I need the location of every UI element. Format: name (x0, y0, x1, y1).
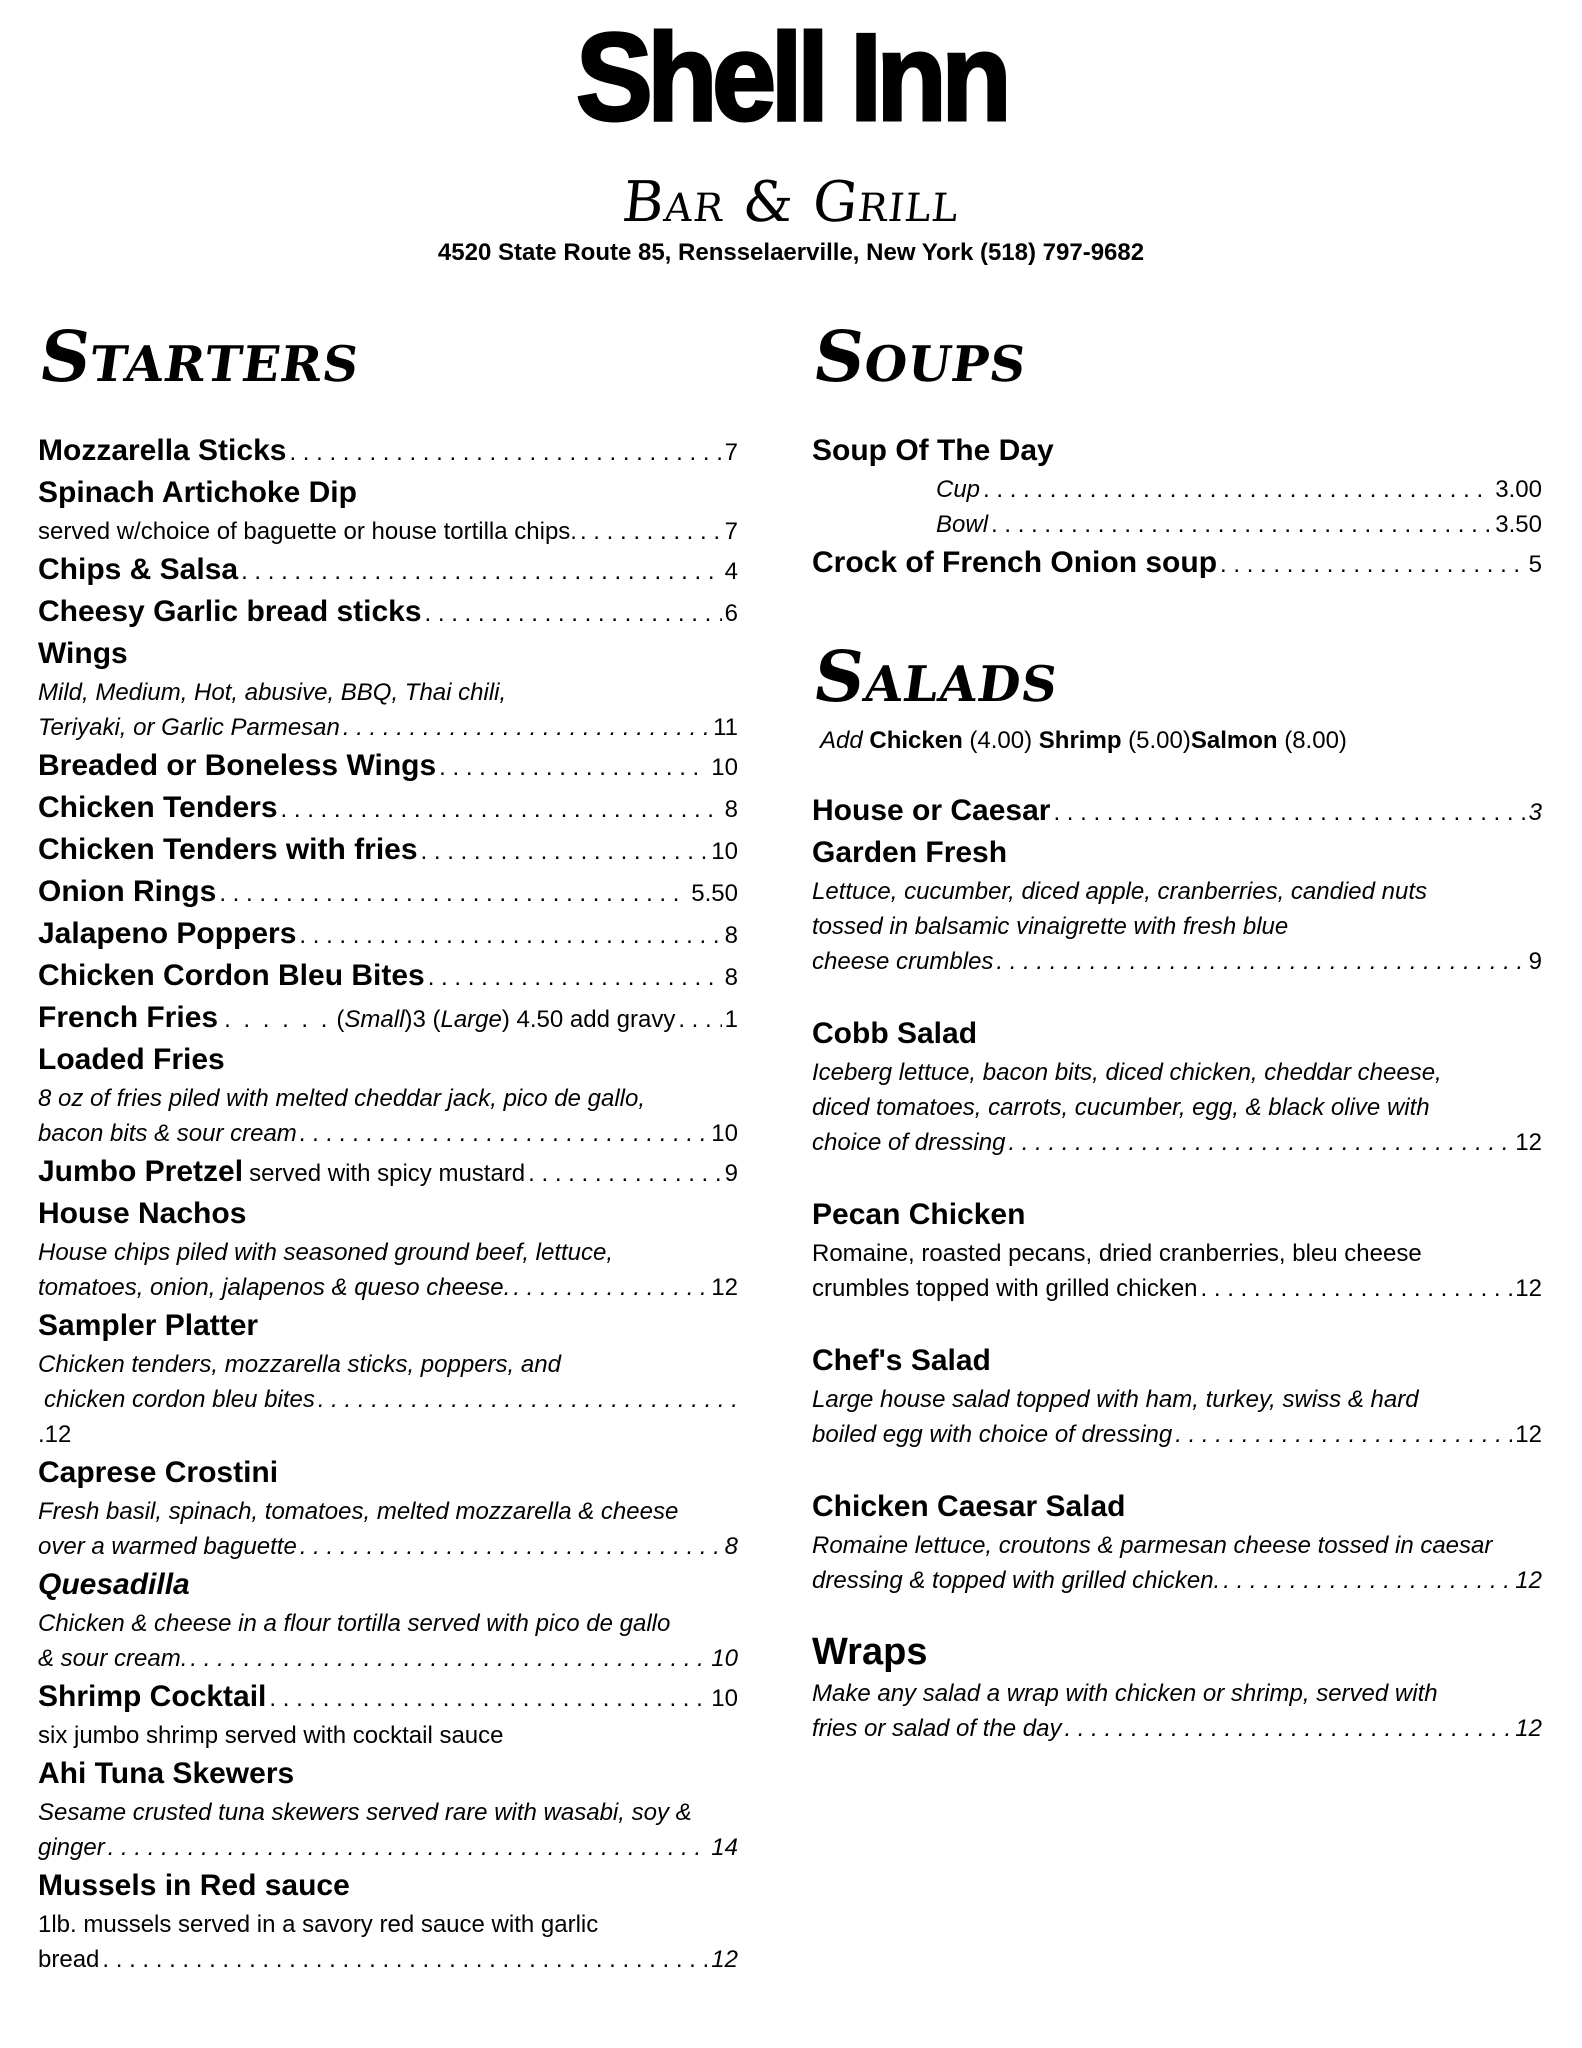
menu-item-sampler-platter (38, 1305, 738, 1452)
item-name: Cobb Salad (812, 1017, 978, 1050)
menu-item-chicken-tenders-fries (38, 829, 738, 871)
restaurant-address: 4520 State Route 85, Rensselaerville, New York (518) 797-9682 (437, 239, 1145, 266)
dot-leader (219, 880, 688, 908)
item-description: six jumbo shrimp served with cocktail sauce (38, 1722, 504, 1749)
size-label: Bowl (936, 511, 989, 538)
item-price: 10 (711, 1685, 738, 1712)
item-name: Caprese Crostini (38, 1456, 279, 1489)
item-description: diced tomatoes, carrots, cucumber, egg, & black olive with (812, 1094, 1430, 1121)
item-price: 10 (711, 754, 738, 781)
item-price: 3.50 (1495, 511, 1542, 538)
menu-item-french-onion-soup (812, 542, 1542, 584)
description-line: Lettuce, cucumber, diced apple, cranberries, candied nuts (812, 878, 1428, 905)
spacer (812, 979, 1542, 1013)
dot-leader (1220, 551, 1526, 579)
menu-item-wings (38, 633, 738, 745)
item-description: served w/choice of baguette or house tortilla chips. (38, 518, 577, 545)
item-price: 5 (1528, 551, 1542, 578)
dot-leader (318, 1382, 735, 1417)
item-description: tomatoes, onion, jalapenos & queso cheese. (38, 1274, 511, 1301)
dot-leader (1008, 1125, 1512, 1160)
menu-item-cordon-bleu-bites (38, 955, 738, 997)
item-price: 12 (1515, 1129, 1542, 1156)
dot-leader (1223, 1563, 1512, 1598)
dot-leader (425, 600, 722, 628)
item-price: 10 (711, 1120, 738, 1147)
restaurant-subtitle: Bar & Grill (619, 170, 963, 235)
menu-item-garden-fresh (812, 832, 1542, 979)
item-description: Mild, Medium, Hot, abusive, BBQ, Thai chili, (38, 679, 507, 706)
dot-leader (1064, 1711, 1512, 1746)
item-name: Sampler Platter (38, 1309, 259, 1342)
item-description (812, 874, 1542, 909)
item-name: Wings (38, 637, 128, 670)
item-name: Chips & Salsa (38, 553, 239, 586)
item-price: 12 (711, 1946, 738, 1973)
item-description: 1lb. mussels served in a savory red sauce with garlic (38, 1911, 599, 1938)
size-large-label: Large (440, 1006, 502, 1033)
restaurant-name: Shell Inn (575, 9, 1007, 147)
item-description: over a warmed baguette (38, 1533, 297, 1560)
item-description: Chicken tenders, mozzarella sticks, poppers, and (38, 1351, 561, 1378)
dot-leader (269, 1685, 708, 1713)
dot-leader (678, 1006, 721, 1034)
dot-leader (241, 558, 722, 586)
item-price: 12 (1515, 1275, 1542, 1302)
item-name: Pecan Chicken (812, 1198, 1026, 1231)
item-description: Romaine, roasted pecans, dried cranberries, bleu cheese (812, 1240, 1422, 1267)
item-description: bread (38, 1946, 100, 1973)
item-name: Jalapeno Poppers (38, 917, 297, 950)
menu-item-onion-rings (38, 871, 738, 913)
spacer (812, 1160, 1542, 1194)
menu-item-shrimp-cocktail (38, 1676, 738, 1753)
dot-leader (300, 1529, 722, 1564)
item-description: Chicken & cheese in a flour tortilla served with pico de gallo (38, 1610, 671, 1637)
menu-item-jalapeno-poppers (38, 913, 738, 955)
item-name: Chef's Salad (812, 1344, 991, 1377)
menu-item-soup-of-the-day (812, 430, 1542, 542)
size-options: (Small)3 (Large) 4.50 add gravy (336, 1006, 676, 1033)
menu-item-jumbo-pretzel (38, 1151, 738, 1193)
item-name: French Fries (38, 1001, 219, 1034)
menu-item-wraps (812, 1628, 1542, 1746)
menu-item-spinach-artichoke-dip (38, 472, 738, 549)
dot-leader (996, 944, 1525, 979)
size-large-price: 4.50 (516, 1006, 564, 1033)
item-price: 3.00 (1495, 476, 1542, 503)
item-description: Teriyaki, or Garlic Parmesan (38, 714, 340, 741)
item-description: served with spicy mustard (249, 1160, 526, 1187)
dot-leader (513, 1270, 708, 1305)
item-name: Jumbo Pretzel (38, 1155, 244, 1188)
dot-leader (102, 1942, 708, 1977)
menu-item-caprese-crostini (38, 1452, 738, 1564)
spacer (812, 1452, 1542, 1486)
item-price: 3 (1528, 799, 1542, 826)
item-description: Romaine lettuce, croutons & parmesan cheese tossed in caesar (812, 1532, 1493, 1559)
menu-item-french-fries (38, 997, 738, 1039)
wraps-title: Wraps (812, 1631, 928, 1673)
dot-leader (991, 507, 1492, 542)
item-name: Loaded Fries (38, 1043, 225, 1076)
item-price: 6 (724, 600, 738, 627)
dot-leader (1053, 799, 1525, 827)
size-label: Cup (936, 476, 981, 503)
size-bowl (812, 507, 1542, 542)
item-description: crumbles topped with grilled chicken (812, 1275, 1198, 1302)
addon-prefix: Add (820, 727, 863, 754)
item-name: Crock of French Onion soup (812, 546, 1218, 579)
item-price: .12 (38, 1421, 72, 1448)
item-description: & sour cream. (38, 1645, 188, 1672)
spacer (812, 1598, 1542, 1628)
item-price: 8 (724, 796, 738, 823)
item-price: 12 (711, 1274, 738, 1301)
dot-leader (580, 514, 722, 549)
item-price: 9 (1528, 948, 1542, 975)
addon-salmon-price: (8.00) (1284, 727, 1347, 754)
item-name: Soup Of The Day (812, 434, 1054, 467)
size-small-price: 3 (412, 1006, 426, 1033)
soups-title: Soups (808, 315, 1034, 398)
item-price: 9 (724, 1160, 738, 1187)
item-name: Mozzarella Sticks (38, 434, 287, 467)
dot-leader (428, 964, 722, 992)
item-description: Iceberg lettuce, bacon bits, diced chicken, cheddar cheese, (812, 1059, 1442, 1086)
item-name: Mussels in Red sauce (38, 1869, 350, 1902)
item-name: House Nachos (38, 1197, 247, 1230)
dot-leader (1175, 1417, 1512, 1452)
item-name: House or Caesar (812, 794, 1051, 827)
menu-item-mozzarella-sticks (38, 430, 738, 472)
dot-leader (289, 439, 721, 467)
gravy-price: 1 (724, 1006, 738, 1033)
item-price: 10 (711, 1645, 738, 1672)
addon-shrimp: Shrimp (1038, 727, 1122, 754)
addon-shrimp-price: (5.00) (1128, 727, 1191, 754)
dot-leader (421, 838, 709, 866)
item-name: Shrimp Cocktail (38, 1680, 267, 1713)
dot-leader (1201, 1271, 1513, 1306)
size-small-label: Small (344, 1006, 405, 1033)
menu-item-chips-salsa (38, 549, 738, 591)
menu-item-chicken-caesar-salad (812, 1486, 1542, 1598)
menu-item-quesadilla (38, 1564, 738, 1676)
item-description: fries or salad of the day (812, 1715, 1062, 1742)
dot-leader (528, 1160, 721, 1188)
item-price: 11 (713, 714, 738, 741)
size-cup (812, 472, 1542, 507)
item-description: tossed in balsamic vinaigrette with fresh blue (812, 913, 1289, 940)
soups-salads-column (808, 315, 1542, 1746)
item-price: 14 (711, 1834, 738, 1861)
item-name: Chicken Tenders with fries (38, 833, 418, 866)
menu-item-pecan-chicken (812, 1194, 1542, 1306)
dot-leader: . . . . . . (224, 1006, 331, 1033)
dot-leader (343, 710, 710, 745)
addon-chicken: Chicken (869, 727, 963, 754)
gravy-addon: add gravy (569, 1006, 676, 1033)
dot-leader (190, 1641, 708, 1676)
item-price: 8 (724, 964, 738, 991)
item-description: Sesame crusted tuna skewers served rare with wasabi, soy & (38, 1799, 692, 1826)
menu-header (0, 9, 1582, 268)
menu-item-chicken-tenders (38, 787, 738, 829)
item-name: Quesadilla (38, 1568, 190, 1601)
menu-item-house-nachos (38, 1193, 738, 1305)
item-name: Spinach Artichoke Dip (38, 476, 357, 509)
menu-item-loaded-fries (38, 1039, 738, 1151)
item-price: 7 (724, 439, 738, 466)
item-description: dressing & topped with grilled chicken. (812, 1567, 1221, 1594)
menu-item-ahi-tuna-skewers (38, 1753, 738, 1865)
item-description: 8 oz of fries piled with melted cheddar jack, pico de gallo, (38, 1085, 645, 1112)
item-price: 12 (1515, 1567, 1542, 1594)
spacer (812, 1306, 1542, 1340)
item-description: House chips piled with seasoned ground beef, lettuce, (38, 1239, 614, 1266)
item-price: 5.50 (691, 880, 738, 907)
item-price: 12 (1515, 1715, 1542, 1742)
item-description: Large house salad topped with ham, turkey, swiss & hard (812, 1386, 1419, 1413)
item-description: cheese crumbles (812, 948, 994, 975)
dot-leader (439, 754, 708, 782)
menu-item-garlic-bread-sticks (38, 591, 738, 633)
item-name: Breaded or Boneless Wings (38, 749, 437, 782)
item-price: 10 (711, 838, 738, 865)
dot-leader (983, 472, 1492, 507)
item-price: 8 (724, 1533, 738, 1560)
item-description: bacon bits & sour cream (38, 1120, 297, 1147)
salads-title: Salads (808, 635, 1065, 718)
menu-item-breaded-wings (38, 745, 738, 787)
item-name: Chicken Cordon Bleu Bites (38, 959, 425, 992)
salad-addons (820, 724, 1542, 758)
menu-item-chefs-salad (812, 1340, 1542, 1452)
menu-item-cobb-salad (812, 1013, 1542, 1160)
item-description: Make any salad a wrap with chicken or shrimp, served with (812, 1680, 1438, 1707)
dot-leader (281, 796, 722, 824)
item-name: Chicken Caesar Salad (812, 1490, 1126, 1523)
starters-title: Starters (34, 315, 367, 398)
item-name: Chicken Tenders (38, 791, 278, 824)
item-price: 7 (724, 518, 738, 545)
item-price: 8 (724, 922, 738, 949)
item-description: chicken cordon bleu bites (44, 1386, 315, 1413)
item-price: 4 (724, 558, 738, 585)
item-description: boiled egg with choice of dressing (812, 1421, 1173, 1448)
starters-column (34, 315, 738, 1977)
addon-salmon: Salmon (1190, 727, 1278, 754)
menu-item-mussels-red-sauce (38, 1865, 738, 1977)
addon-chicken-price: (4.00) (969, 727, 1033, 754)
item-name: Ahi Tuna Skewers (38, 1757, 295, 1790)
item-description: choice of dressing (812, 1129, 1006, 1156)
item-description: Fresh basil, spinach, tomatoes, melted mozzarella & cheese (38, 1498, 679, 1525)
item-price: 12 (1515, 1421, 1542, 1448)
dot-leader (300, 1116, 709, 1151)
item-name: Garden Fresh (812, 836, 1008, 869)
dot-leader (108, 1830, 709, 1865)
menu-item-house-caesar (812, 790, 1542, 832)
item-name: Onion Rings (38, 875, 217, 908)
item-description: ginger (38, 1834, 105, 1861)
dot-leader (299, 922, 721, 950)
item-name: Cheesy Garlic bread sticks (38, 595, 422, 628)
